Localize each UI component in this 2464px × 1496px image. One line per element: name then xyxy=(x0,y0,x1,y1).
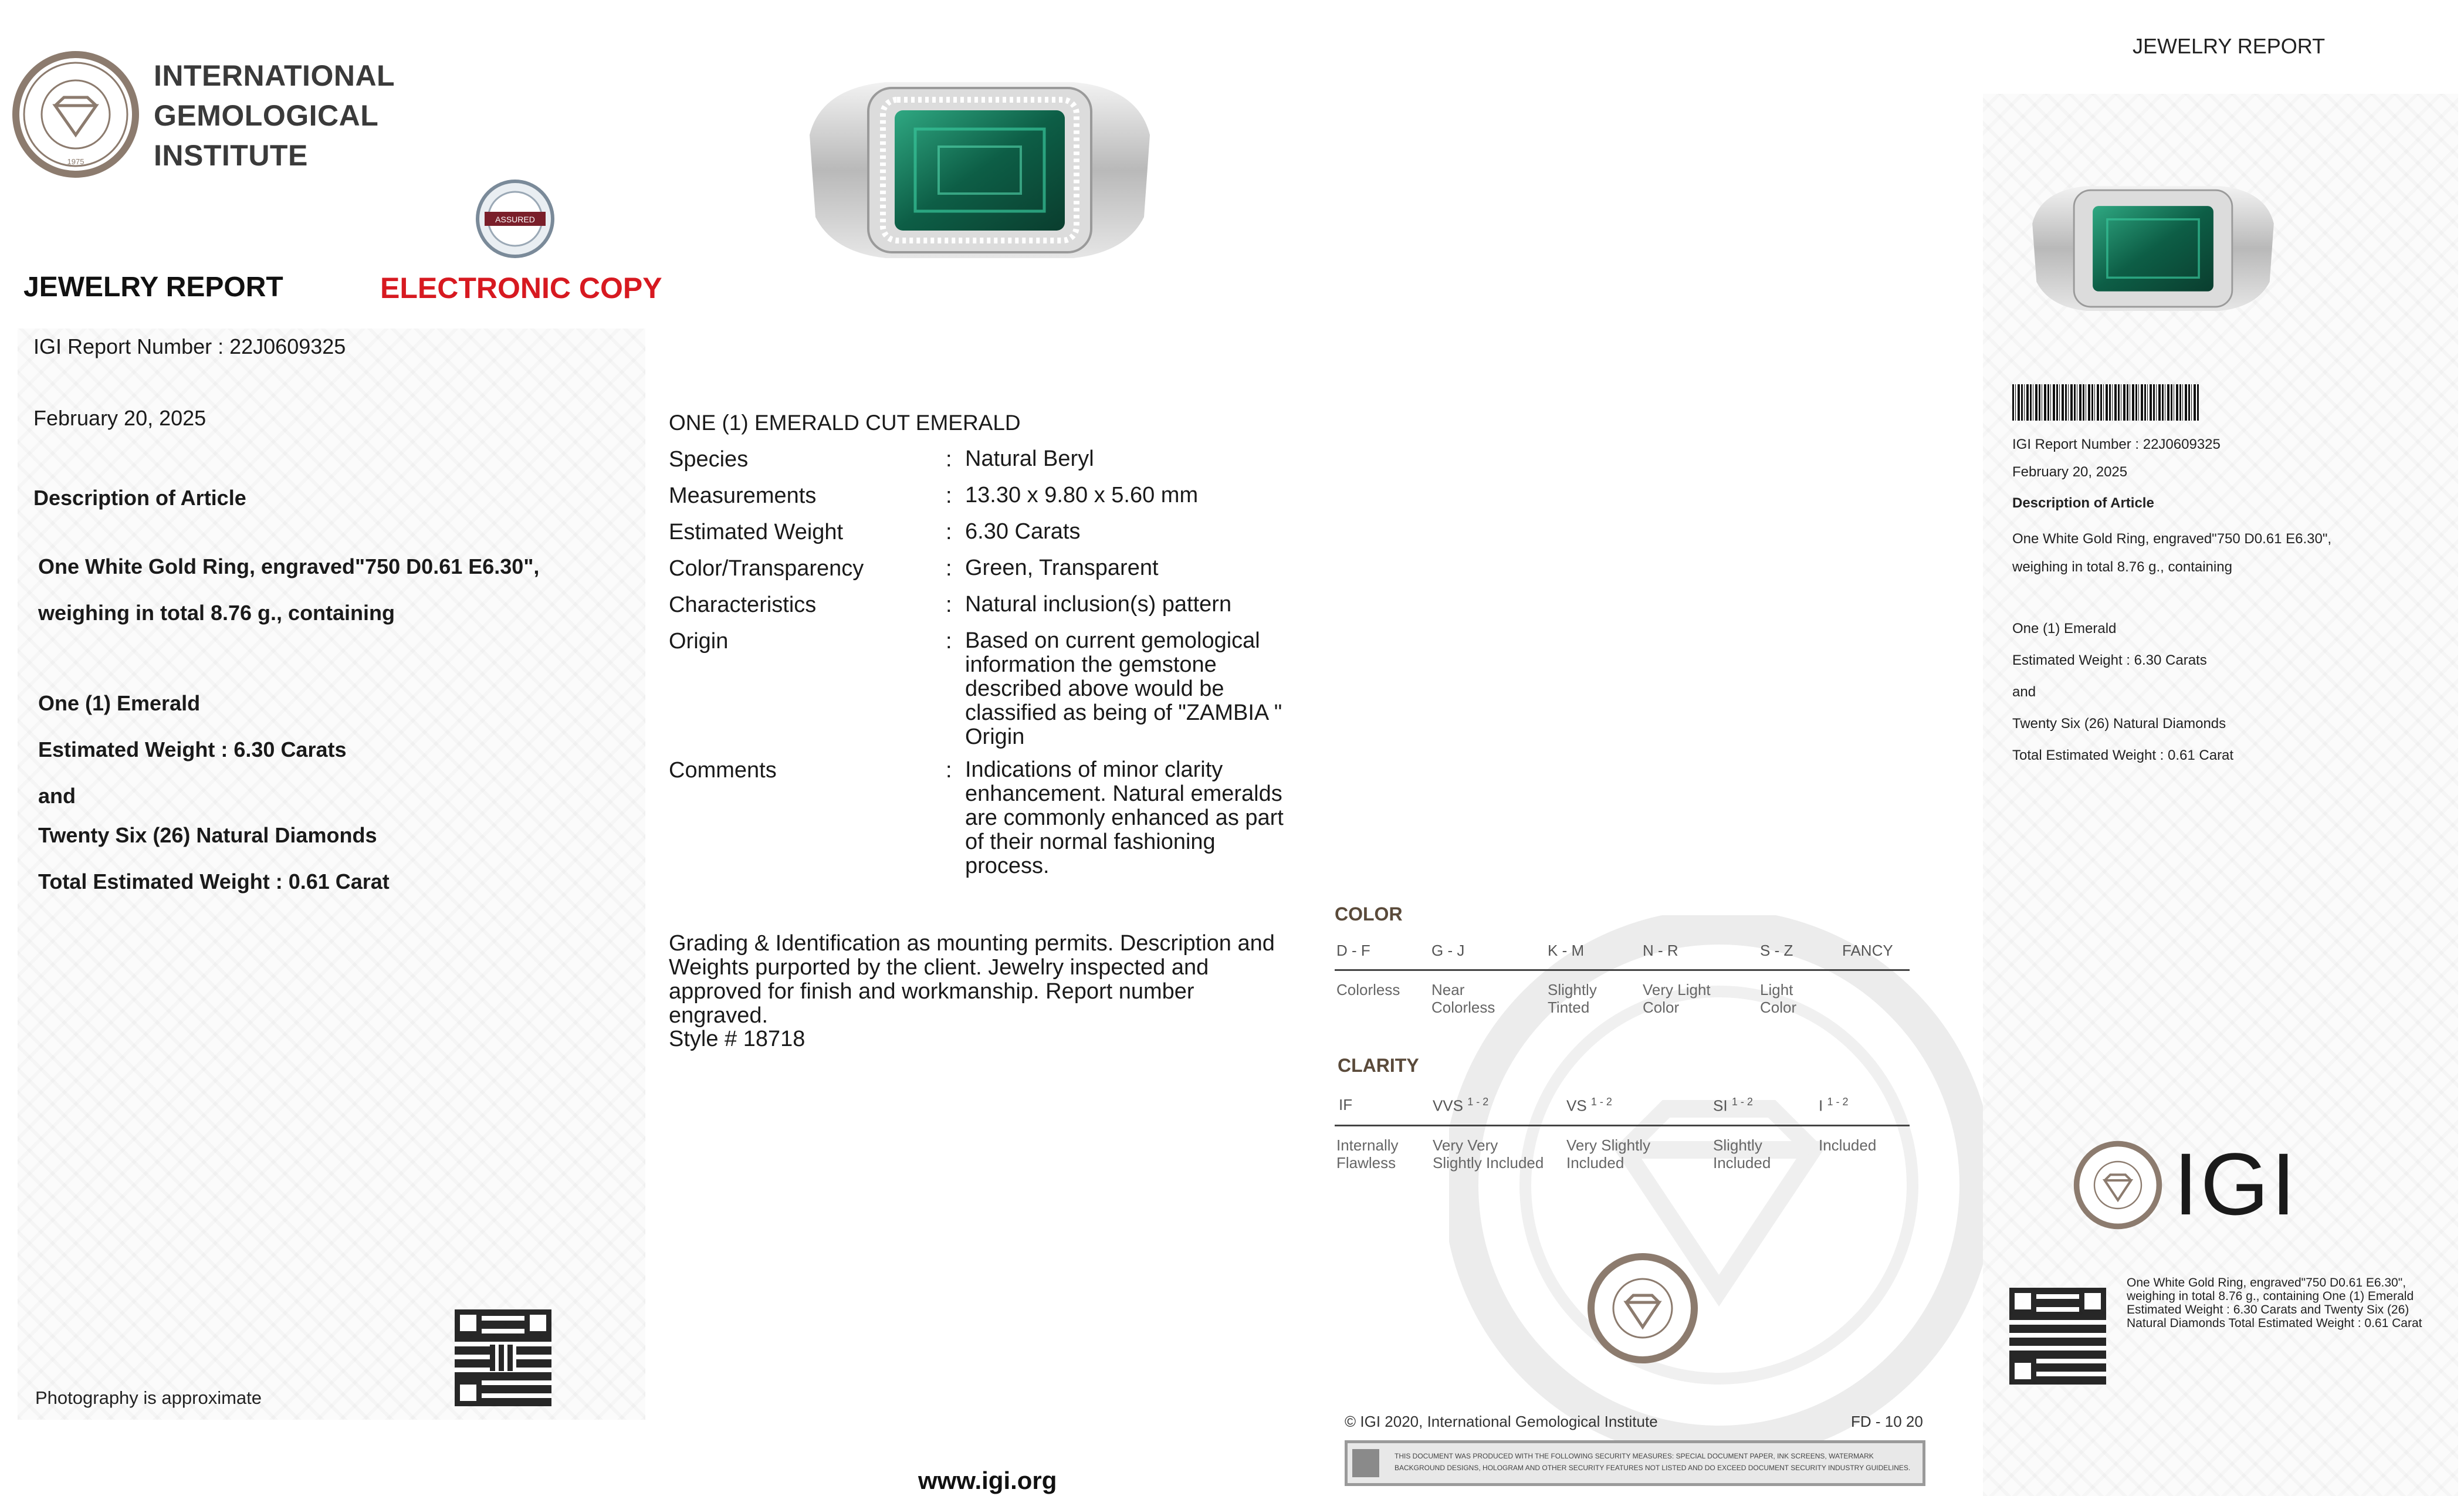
igi-logo-text: IGI xyxy=(2174,1135,2299,1233)
report-date: February 20, 2025 xyxy=(33,406,207,430)
side-ring-photo xyxy=(2024,170,2282,323)
svg-text:ASSURED: ASSURED xyxy=(495,215,535,224)
grading-note: Grading & Identification as mounting permits. Description and Weights purported by the client. Jewelry inspected and approved for finish and workmanship. Report number engraved. xyxy=(669,931,1275,1028)
color-grade: K - M xyxy=(1548,942,1585,959)
side-stone2: Twenty Six (26) Natural Diamonds xyxy=(2012,716,2226,732)
detail-colon: : xyxy=(946,520,952,544)
stone1-weight: Estimated Weight : 6.30 Carats xyxy=(38,737,347,761)
retail-assured-badge xyxy=(474,178,556,260)
clarity-scale-rule xyxy=(1335,1125,1910,1126)
stone1-name: One (1) Emerald xyxy=(38,691,201,715)
igi-seal-logo xyxy=(8,47,143,182)
side-qr-summary: One White Gold Ring, engraved"750 D0.61 E6.30", weighing in total 8.76 g., containing One (1) Emerald Estimated Weight : 6.30 Carats and Twenty Six (26) Natural Diamonds Total Estimated Weight : 0.61 Carat xyxy=(2127,1276,2422,1330)
detail-colon: : xyxy=(946,447,952,472)
security-text: THIS DOCUMENT WAS PRODUCED WITH THE FOLLOWING SECURITY MEASURES: SPECIAL DOCUMENT PAPER, INK SCREENS, WATERMARK BACKGROUND DESIGNS, HOLOGRAM AND OTHER SECURITY FEATURES NOT LISTED AND DO EXCEED DOCUMENT SECURITY INDUSTRY GUIDELINES. xyxy=(1395,1452,1911,1472)
side-and: and xyxy=(2012,684,2036,700)
report-title: JEWELRY REPORT xyxy=(23,272,283,303)
description-line2: weighing in total 8.76 g., containing xyxy=(38,601,395,625)
ring-photo xyxy=(798,65,1162,270)
clarity-scale-title: CLARITY xyxy=(1338,1055,1419,1076)
color-desc: Near Colorless xyxy=(1431,981,1495,1016)
detail-value: Based on current gemological information the gemstone described above would be classified as being of "ZAMBIA " Origin xyxy=(965,628,1282,749)
photo-note: Photography is approximate xyxy=(35,1387,262,1408)
color-grade: G - J xyxy=(1431,942,1465,959)
qr-code xyxy=(455,1309,551,1406)
color-desc: Light Color xyxy=(1760,981,1797,1016)
clarity-desc: Internally Flawless xyxy=(1336,1136,1399,1172)
clarity-desc: Very Very Slightly Included xyxy=(1433,1136,1544,1172)
detail-value: Indications of minor clarity enhancement. Natural emeralds are commonly enhanced as part of their normal fashioning process. xyxy=(965,757,1284,878)
clarity-desc: Included xyxy=(1819,1136,1877,1154)
detail-colon: : xyxy=(946,593,952,617)
description-line1: One White Gold Ring, engraved"750 D0.61 E6.30", xyxy=(38,554,540,578)
color-grade: D - F xyxy=(1336,942,1370,959)
igi-seal-small xyxy=(1584,1250,1701,1367)
color-scale-rule xyxy=(1335,969,1910,971)
detail-label: Characteristics xyxy=(669,593,817,617)
clarity-desc: Very Slightly Included xyxy=(1566,1136,1651,1172)
detail-label: Comments xyxy=(669,758,777,783)
color-grade: FANCY xyxy=(1842,942,1893,959)
side-stone1: One (1) Emerald xyxy=(2012,621,2117,637)
institute-name-line1: INTERNATIONAL xyxy=(154,59,395,92)
color-scale-title: COLOR xyxy=(1335,903,1403,925)
side-stone2-weight: Total Estimated Weight : 0.61 Carat xyxy=(2012,747,2234,763)
side-description-line1: One White Gold Ring, engraved"750 D0.61 E6.30", xyxy=(2012,531,2332,547)
copyright: © IGI 2020, International Gemological Institute xyxy=(1345,1413,1658,1430)
side-qr-code xyxy=(2009,1288,2106,1385)
barcode xyxy=(2012,384,2200,421)
clarity-grade: VS $^{1 - 2}$ xyxy=(1566,1096,1612,1115)
report-number: IGI Report Number : 22J0609325 xyxy=(33,334,346,358)
detail-label: Estimated Weight xyxy=(669,520,844,544)
stone2-name: Twenty Six (26) Natural Diamonds xyxy=(38,823,377,847)
clarity-grade: I $^{1 - 2}$ xyxy=(1819,1096,1849,1115)
item-heading: ONE (1) EMERALD CUT EMERALD xyxy=(669,411,1021,435)
detail-label: Color/Transparency xyxy=(669,556,864,581)
description-heading: Description of Article xyxy=(33,486,246,510)
detail-value: 6.30 Carats xyxy=(965,519,1081,544)
detail-colon: : xyxy=(946,556,952,581)
color-desc: Very Light Color xyxy=(1643,981,1711,1016)
detail-label: Measurements xyxy=(669,483,817,508)
institute-name-line3: INSTITUTE xyxy=(154,139,308,172)
detail-value: 13.30 x 9.80 x 5.60 mm xyxy=(965,483,1199,507)
detail-colon: : xyxy=(946,629,952,654)
side-report-title: JEWELRY REPORT xyxy=(2133,34,2326,58)
stone2-weight: Total Estimated Weight : 0.61 Carat xyxy=(38,869,390,893)
side-description-line2: weighing in total 8.76 g., containing xyxy=(2012,559,2232,575)
watermark-seal xyxy=(1449,915,1989,1455)
clarity-grade: SI $^{1 - 2}$ xyxy=(1713,1096,1753,1115)
form-code: FD - 10 20 xyxy=(1851,1413,1923,1430)
igi-logo-seal xyxy=(2071,1138,2165,1232)
style-number: Style # 18718 xyxy=(669,1027,805,1051)
side-stone1-weight: Estimated Weight : 6.30 Carats xyxy=(2012,652,2207,668)
website-link[interactable]: www.igi.org xyxy=(918,1467,1057,1494)
clarity-grade: VVS $^{1 - 2}$ xyxy=(1433,1096,1489,1115)
detail-value: Green, Transparent xyxy=(965,556,1159,580)
detail-label: Origin xyxy=(669,629,729,654)
lock-icon xyxy=(1352,1449,1379,1477)
color-grade: N - R xyxy=(1643,942,1678,959)
side-date: February 20, 2025 xyxy=(2012,464,2128,480)
detail-value: Natural inclusion(s) pattern xyxy=(965,592,1232,617)
security-strip xyxy=(1345,1440,1925,1486)
clarity-grade: IF xyxy=(1339,1096,1353,1113)
color-desc: Slightly Tinted xyxy=(1548,981,1597,1016)
color-grade: S - Z xyxy=(1760,942,1793,959)
clarity-desc: Slightly Included xyxy=(1713,1136,1771,1172)
color-desc: Colorless xyxy=(1336,981,1400,999)
side-report-number: IGI Report Number : 22J0609325 xyxy=(2012,436,2221,452)
and-text: and xyxy=(38,784,76,808)
institute-name-line2: GEMOLOGICAL xyxy=(154,99,379,132)
detail-colon: : xyxy=(946,758,952,783)
detail-value: Natural Beryl xyxy=(965,446,1094,471)
side-description-heading: Description of Article xyxy=(2012,495,2154,511)
electronic-copy-label: ELECTRONIC COPY xyxy=(380,272,662,304)
detail-colon: : xyxy=(946,483,952,508)
detail-label: Species xyxy=(669,447,749,472)
svg-text:1975: 1975 xyxy=(67,157,84,166)
